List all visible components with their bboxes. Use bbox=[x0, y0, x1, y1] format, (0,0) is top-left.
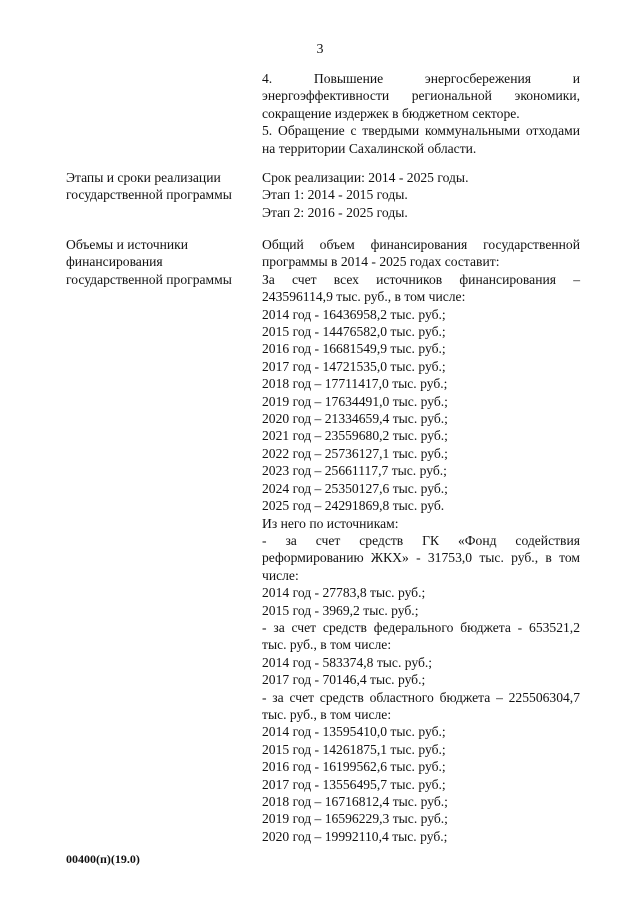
funding-total-year: 2023 год – 25661117,7 тыс. руб.; bbox=[262, 463, 447, 479]
program-goals bbox=[262, 70, 580, 157]
federal-year: 2017 год - 70146,4 тыс. руб.; bbox=[262, 672, 426, 688]
stages-line: Этап 1: 2014 - 2015 годы. bbox=[262, 187, 408, 203]
funding-intro: Общий объем финансирования государственной программы в 2014 - 2025 годах составит: bbox=[262, 237, 580, 270]
funding-value bbox=[262, 236, 580, 845]
funding-total-year: 2018 год – 17711417,0 тыс. руб.; bbox=[262, 376, 448, 392]
funding-total-year: 2016 год - 16681549,9 тыс. руб.; bbox=[262, 341, 446, 357]
funding-label: Объемы и источники финансирования государственной программы bbox=[66, 237, 232, 287]
stages-line: Срок реализации: 2014 - 2025 годы. bbox=[262, 170, 469, 185]
federal-heading: - за счет средств федерального бюджета - 653521,2 тыс. руб., в том числе: bbox=[262, 619, 580, 653]
footer-code: 00400(п)(19.0) bbox=[66, 852, 140, 866]
regional-year: 2018 год – 16716812,4 тыс. руб.; bbox=[262, 794, 448, 809]
regional-heading: - за счет средств областного бюджета – 225506304,7 тыс. руб., в том числе: bbox=[262, 689, 580, 722]
stages-line: Этап 2: 2016 - 2025 годы. bbox=[262, 204, 408, 220]
funding-total-intro: За счет всех источников финансирования – 243596114,9 тыс. руб., в том числе: bbox=[262, 271, 580, 305]
page-number: 3 bbox=[316, 42, 324, 57]
funding-total-year: 2015 год - 14476582,0 тыс. руб.; bbox=[262, 324, 446, 340]
regional-year: 2017 год - 13556495,7 тыс. руб.; bbox=[262, 776, 446, 792]
regional-year: 2016 год - 16199562,6 тыс. руб.; bbox=[262, 759, 446, 775]
funding-sources-heading: Из него по источникам: bbox=[262, 515, 399, 531]
goal-item: 4. Повышение энергосбережения и энергоэффективности региональной экономики, сокращение издержек в бюджетном секторе. bbox=[262, 71, 580, 121]
regional-year: 2019 год – 16596229,3 тыс. руб.; bbox=[262, 811, 448, 827]
funding-total-year: 2025 год – 24291869,8 тыс. руб. bbox=[262, 498, 445, 514]
funding-total-year: 2017 год - 14721535,0 тыс. руб.; bbox=[262, 358, 446, 374]
funding-total-year: 2024 год – 25350127,6 тыс. руб.; bbox=[262, 480, 448, 496]
funding-total-year: 2014 год - 16436958,2 тыс. руб.; bbox=[262, 306, 446, 322]
gk-fund-year: 2014 год - 27783,8 тыс. руб.; bbox=[262, 585, 426, 601]
funding-total-year: 2021 год – 23559680,2 тыс. руб.; bbox=[262, 428, 448, 444]
regional-year: 2014 год - 13595410,0 тыс. руб.; bbox=[262, 724, 446, 740]
funding-total-year: 2019 год – 17634491,0 тыс. руб.; bbox=[262, 393, 448, 409]
regional-year: 2015 год - 14261875,1 тыс. руб.; bbox=[262, 741, 446, 757]
goal-item: 5. Обращение с твердыми коммунальными отходами на территории Сахалинской области. bbox=[262, 123, 580, 156]
federal-year: 2014 год - 583374,8 тыс. руб.; bbox=[262, 654, 433, 670]
stages-value bbox=[262, 169, 580, 221]
funding-total-year: 2022 год – 25736127,1 тыс. руб.; bbox=[262, 445, 448, 461]
stages-label: Этапы и сроки реализации государственной программы bbox=[66, 170, 232, 203]
gk-fund-heading: - за счет средств ГК «Фонд содействия реформированию ЖКХ» - 31753,0 тыс. руб., в том числе: bbox=[262, 532, 580, 583]
regional-year: 2020 год – 19992110,4 тыс. руб.; bbox=[262, 828, 448, 844]
gk-fund-year: 2015 год - 3969,2 тыс. руб.; bbox=[262, 602, 419, 618]
funding-total-year: 2020 год – 21334659,4 тыс. руб.; bbox=[262, 411, 448, 427]
